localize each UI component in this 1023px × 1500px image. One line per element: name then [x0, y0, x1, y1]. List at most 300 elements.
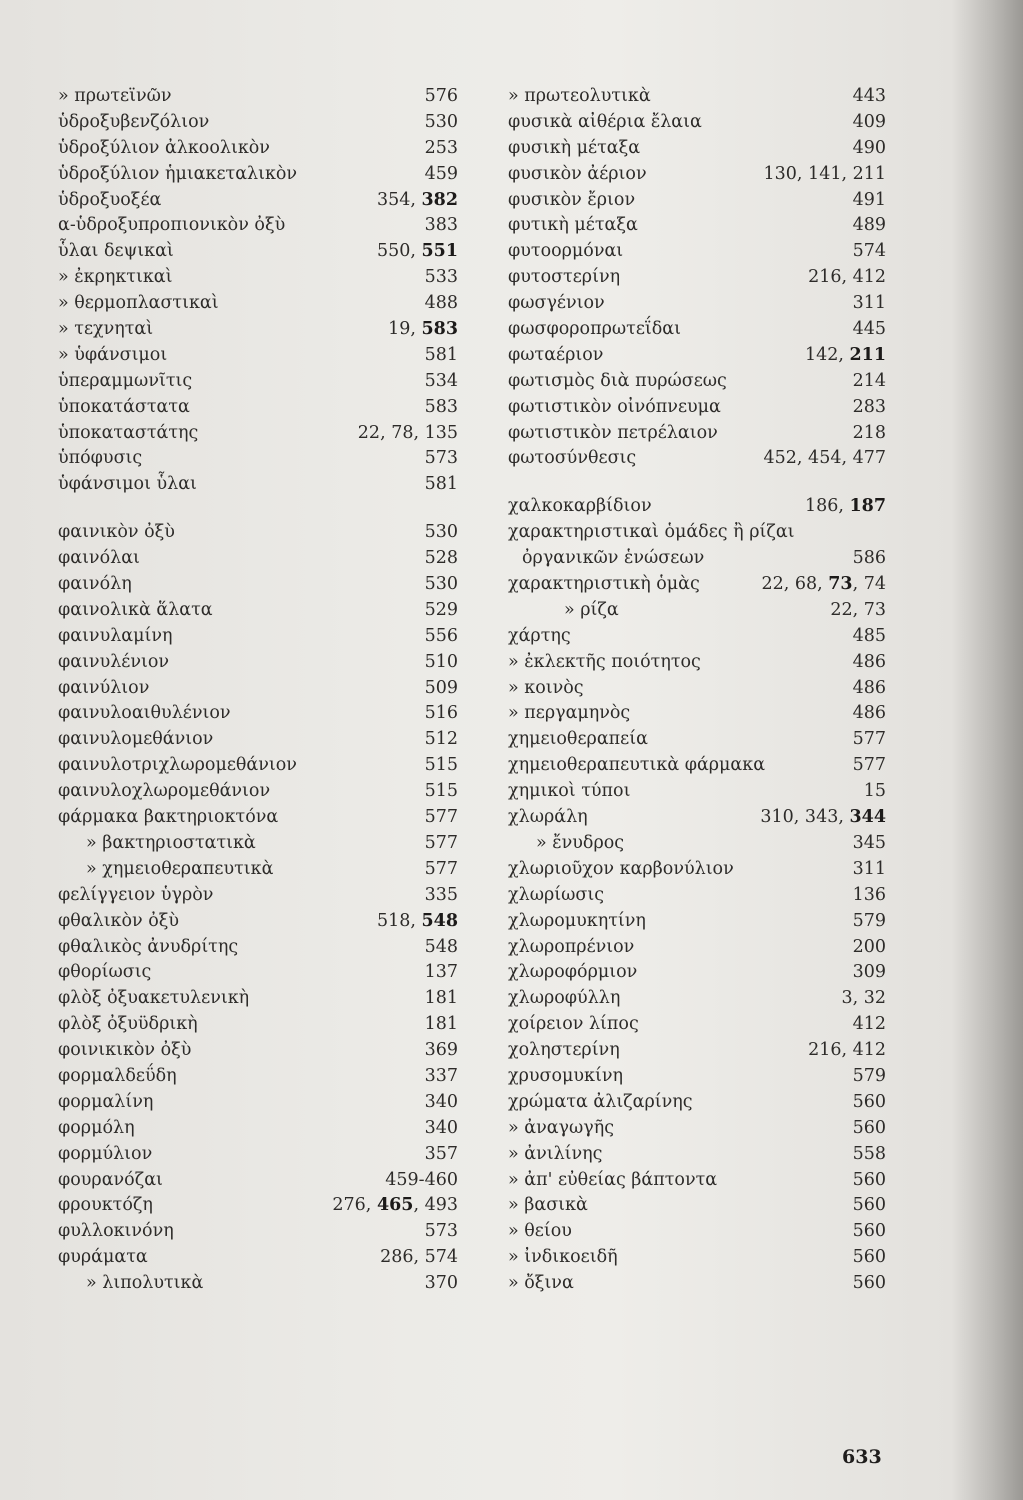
index-entry — [508, 779, 886, 805]
index-column-left — [58, 84, 458, 1297]
index-entry — [508, 343, 886, 369]
index-entry — [508, 213, 886, 239]
index-entry — [508, 909, 886, 935]
index-term: φορμόλη — [58, 1117, 135, 1138]
index-page-refs — [853, 727, 886, 753]
page-ref: 459-460 — [385, 1169, 458, 1190]
page-ref: 574 — [852, 241, 886, 262]
index-term: φαινυλαμίνη — [58, 625, 173, 646]
index-page-refs — [853, 291, 886, 317]
page-ref: 276, — [332, 1195, 377, 1216]
page-ref-bold: 465 — [376, 1195, 414, 1216]
index-entry — [58, 1168, 458, 1194]
index-page-refs — [853, 909, 886, 935]
index-entry — [58, 727, 458, 753]
index-term: φορμύλιον — [58, 1143, 153, 1164]
index-entry — [58, 110, 458, 136]
index-entry — [58, 369, 458, 395]
index-page-refs — [377, 239, 458, 265]
page-ref: 576 — [424, 86, 458, 106]
index-page-refs — [425, 291, 458, 317]
page-ref: 491 — [852, 189, 886, 210]
index-term: φυσικὴ μέταξα — [508, 137, 641, 158]
index-term: φάρμακα βακτηριοκτόνα — [58, 807, 279, 828]
index-page-refs — [425, 883, 458, 909]
page-ref: 515 — [424, 781, 458, 802]
index-term: ὑδροξύλιον ἡμιακεταλικὸν — [58, 163, 298, 184]
index-entry — [508, 1193, 886, 1219]
index-term: χαρακτηριστικαὶ ὁμάδες ἢ ρίζαι — [508, 522, 795, 543]
index-page-refs — [425, 986, 458, 1012]
index-page-refs — [425, 1064, 458, 1090]
index-term: χρυσομυκίνη — [508, 1065, 623, 1086]
index-page-refs — [425, 1219, 458, 1245]
index-page-refs — [425, 213, 458, 239]
index-entry — [508, 676, 886, 702]
index-page-refs — [761, 572, 886, 598]
index-page-refs — [425, 446, 458, 472]
index-entry — [58, 84, 458, 110]
index-term: φαινυλοχλωρομεθάνιον — [58, 781, 271, 802]
index-term: φορμαλδεΰδη — [58, 1065, 177, 1086]
index-entry — [508, 883, 886, 909]
index-entry — [58, 395, 458, 421]
page-ref: 488 — [424, 293, 458, 314]
page-ref: 577 — [852, 729, 886, 750]
index-entry — [508, 805, 886, 831]
index-page-refs — [864, 779, 886, 805]
index-term: χλωρίωσις — [508, 884, 604, 905]
index-term: χημειοθεραπεία — [508, 729, 648, 750]
index-entry — [58, 162, 458, 188]
index-term: φοινικικὸν ὀξὺ — [58, 1040, 192, 1061]
page-ref: 311 — [852, 293, 886, 314]
index-page-refs — [425, 343, 458, 369]
index-term: » χημειοθεραπευτικὰ — [86, 858, 274, 879]
index-term: φαινολικὰ ἅλατα — [58, 599, 213, 620]
page-ref: 560 — [852, 1117, 886, 1138]
index-entry — [508, 572, 886, 598]
index-entry — [58, 598, 458, 624]
index-entry — [508, 701, 886, 727]
index-entry — [58, 1219, 458, 1245]
index-term: » πρωτεϊνῶν — [58, 86, 172, 106]
page-ref: 443 — [852, 86, 886, 106]
page-ref: 583 — [424, 396, 458, 417]
index-term: φωσγένιον — [508, 293, 605, 314]
page-ref: 452, 454, 477 — [763, 448, 886, 469]
page-ref: 581 — [424, 474, 458, 495]
page-ref: 534 — [424, 370, 458, 391]
index-page-refs — [853, 369, 886, 395]
page-ref: 357 — [424, 1143, 458, 1164]
index-entry — [58, 960, 458, 986]
index-page-refs — [425, 1271, 458, 1297]
index-page-refs — [853, 1245, 886, 1271]
index-term: ὑφάνσιμοι ὗλαι — [58, 474, 197, 495]
page-ref: 181 — [424, 1014, 458, 1035]
index-entry — [58, 676, 458, 702]
page-ref: 130, 141, 211 — [763, 163, 886, 184]
index-page-refs — [388, 317, 458, 343]
index-term: ὑπόφυσις — [58, 448, 143, 469]
index-page-refs — [764, 446, 886, 472]
index-entry — [508, 494, 886, 520]
page-ref: 459 — [424, 163, 458, 184]
index-term: χλωριοῦχον καρβονύλιον — [508, 858, 734, 879]
index-term: χάρτης — [508, 625, 571, 646]
index-entry — [508, 1168, 886, 1194]
index-entry — [508, 1219, 886, 1245]
page-ref: 283 — [852, 396, 886, 417]
index-page-refs — [853, 546, 886, 572]
page-ref: 560 — [852, 1195, 886, 1216]
page-ref: 530 — [424, 111, 458, 132]
index-page-refs — [853, 188, 886, 214]
index-term: » ἐκρηκτικαὶ — [58, 267, 173, 288]
index-entry — [508, 188, 886, 214]
page-ref: 550, — [376, 241, 422, 262]
index-term: φελίγγειον ὑγρὸν — [58, 884, 214, 905]
index-page-refs — [830, 598, 886, 624]
index-page-refs — [425, 935, 458, 961]
index-term: χημικοὶ τύποι — [508, 781, 631, 802]
page-ref: 218 — [852, 422, 886, 443]
index-term: ὑδροξυοξέα — [58, 189, 162, 210]
page-ref: 518, — [376, 910, 422, 931]
index-entry — [508, 520, 886, 546]
index-page-refs — [425, 701, 458, 727]
index-entry — [508, 857, 886, 883]
index-term: φυτοστερίνη — [508, 267, 621, 288]
index-page-refs — [377, 188, 458, 214]
page-ref: 489 — [852, 215, 886, 236]
page-number: 633 — [842, 1446, 882, 1468]
index-term: φωτιστικὸν πετρέλαιον — [508, 422, 718, 443]
index-term: » τεχνηταὶ — [58, 319, 154, 340]
index-term: φωτισμὸς διὰ πυρώσεως — [508, 370, 727, 391]
index-term: χλωρομυκητίνη — [508, 910, 646, 931]
index-entry — [58, 650, 458, 676]
index-entry — [58, 291, 458, 317]
index-term: χρώματα ἀλιζαρίνης — [508, 1091, 693, 1112]
index-page-refs — [425, 805, 458, 831]
index-page-refs — [425, 395, 458, 421]
page-ref-bold: 382 — [421, 189, 458, 210]
page-ref: 311 — [852, 858, 886, 879]
index-entry — [58, 1116, 458, 1142]
index-page-refs — [380, 1245, 458, 1271]
index-entry — [508, 1012, 886, 1038]
index-term: φωτιστικὸν οἰνόπνευμα — [508, 396, 721, 417]
page-ref: 409 — [852, 111, 886, 132]
index-page-refs — [425, 110, 458, 136]
index-page-refs — [332, 1193, 458, 1219]
index-page-refs — [425, 1142, 458, 1168]
index-page-refs — [853, 676, 886, 702]
page-ref: 354, — [376, 189, 422, 210]
page-ref: 512 — [424, 729, 458, 750]
index-entry — [58, 986, 458, 1012]
page-ref: 548 — [424, 936, 458, 957]
page-ref: 15 — [863, 781, 886, 802]
index-page-refs — [425, 650, 458, 676]
index-page-refs — [425, 857, 458, 883]
index-term: φθαλικὸν ὀξὺ — [58, 910, 180, 931]
page-ref: 577 — [424, 858, 458, 879]
index-entry — [508, 986, 886, 1012]
index-term: » ἔνυδρος — [536, 832, 625, 853]
page-ref: 337 — [424, 1065, 458, 1086]
page-ref: 530 — [424, 522, 458, 543]
index-term: φθορίωσις — [58, 962, 152, 983]
index-term: χημειοθεραπευτικὰ φάρμακα — [508, 755, 766, 776]
page-ref: 345 — [852, 832, 886, 853]
index-term: φυτικὴ μέταξα — [508, 215, 638, 236]
page-ref: 19, — [388, 319, 422, 340]
page-ref-bold: 583 — [421, 319, 458, 340]
index-page-refs — [853, 650, 886, 676]
index-entry — [508, 1090, 886, 1116]
index-term: » ἀναγωγῆς — [508, 1117, 615, 1138]
index-term: χλωροπρένιον — [508, 936, 635, 957]
index-page-refs — [805, 343, 886, 369]
index-term: α-ὑδροξυπροπιονικὸν ὀξὺ — [58, 215, 286, 236]
page-ref: 216, 412 — [808, 267, 886, 288]
index-entry — [508, 831, 886, 857]
index-term: φυτοορμόναι — [508, 241, 624, 262]
index-entry — [58, 857, 458, 883]
page-ref: 200 — [852, 936, 886, 957]
index-entry — [508, 650, 886, 676]
index-page-refs — [425, 676, 458, 702]
page-ref: 581 — [424, 344, 458, 365]
index-entry — [58, 265, 458, 291]
index-entry — [58, 188, 458, 214]
page-ref: 573 — [424, 1221, 458, 1242]
page-ref: 560 — [852, 1273, 886, 1294]
index-page-refs — [358, 421, 458, 447]
index-page-refs — [853, 1064, 886, 1090]
index-page-refs — [425, 831, 458, 857]
index-page-refs — [853, 1116, 886, 1142]
index-entry — [58, 1064, 458, 1090]
index-term: φωταέριον — [508, 344, 604, 365]
index-term: » βασικὰ — [508, 1195, 588, 1216]
page-ref: 529 — [424, 599, 458, 620]
index-entry — [58, 421, 458, 447]
index-page-refs — [853, 960, 886, 986]
index-term: » ἐκλεκτῆς ποιότητος — [508, 651, 701, 672]
page-ref: 486 — [852, 651, 886, 672]
index-term: φαινόλαι — [58, 548, 140, 569]
page-ref: 490 — [852, 137, 886, 158]
index-term: φυσικὸν ἔριον — [508, 189, 636, 210]
index-term: » ἀνιλίνης — [508, 1143, 603, 1164]
index-page-refs — [853, 624, 886, 650]
index-entry — [508, 317, 886, 343]
index-entry — [58, 1012, 458, 1038]
page-ref: 340 — [424, 1117, 458, 1138]
page-ref: 486 — [852, 703, 886, 724]
index-entry — [508, 369, 886, 395]
index-term: ὑποκατάστατα — [58, 396, 190, 417]
index-term: φυράματα — [58, 1247, 148, 1268]
index-term: ὑδροξύλιον ἀλκοολικὸν — [58, 137, 270, 158]
page-ref: 412 — [852, 1014, 886, 1035]
index-entry — [508, 935, 886, 961]
page-ref: 340 — [424, 1091, 458, 1112]
page-ref: 533 — [424, 267, 458, 288]
index-term: » λιπολυτικὰ — [86, 1273, 204, 1294]
index-entry — [58, 805, 458, 831]
index-page-refs — [853, 1142, 886, 1168]
page-ref: 577 — [852, 755, 886, 776]
index-page-refs — [425, 624, 458, 650]
index-entry — [58, 546, 458, 572]
page-ref: 560 — [852, 1091, 886, 1112]
index-entry — [508, 239, 886, 265]
index-entry — [508, 1116, 886, 1142]
index-entry — [58, 239, 458, 265]
page-ref: 216, 412 — [808, 1040, 886, 1061]
index-page-refs — [853, 213, 886, 239]
index-term: ὑδροξυβενζόλιον — [58, 111, 210, 132]
page-ref: 136 — [852, 884, 886, 905]
index-term: » ἀπ' εὐθείας βάπτοντα — [508, 1169, 718, 1190]
index-entry — [58, 213, 458, 239]
page-ref: 558 — [852, 1143, 886, 1164]
index-term: χοληστερίνη — [508, 1040, 620, 1061]
page-ref: 577 — [424, 832, 458, 853]
page-ref: 214 — [852, 370, 886, 391]
page-ref: 577 — [424, 807, 458, 828]
index-term: ὑποκαταστάτης — [58, 422, 199, 443]
index-entry — [58, 136, 458, 162]
index-term: χλωράλη — [508, 807, 588, 828]
index-term: » κοινὸς — [508, 677, 584, 698]
page-ref: 253 — [424, 137, 458, 158]
index-page-refs — [853, 1271, 886, 1297]
index-page-refs — [385, 1168, 458, 1194]
index-page-refs — [425, 598, 458, 624]
page-ref: 579 — [852, 1065, 886, 1086]
page-ref: 509 — [424, 677, 458, 698]
index-page-refs — [377, 909, 458, 935]
index-term: χαλκοκαρβίδιον — [508, 496, 652, 517]
index-term: φαινυλένιον — [58, 651, 170, 672]
index-entry — [508, 291, 886, 317]
index-page-refs — [425, 572, 458, 598]
index-entry — [508, 421, 886, 447]
index-entry — [508, 136, 886, 162]
index-page-refs — [425, 960, 458, 986]
index-entry — [58, 446, 458, 472]
index-entry — [58, 909, 458, 935]
index-term: » περγαμηνὸς — [508, 703, 631, 724]
index-page-refs — [853, 239, 886, 265]
index-term: » θείου — [508, 1221, 572, 1242]
index-entry — [508, 546, 886, 572]
page-ref: 530 — [424, 574, 458, 595]
page-ref-bold: 548 — [421, 910, 458, 931]
index-term: ὑπεραμμωνῖτις — [58, 370, 193, 391]
index-page-refs — [853, 831, 886, 857]
index-term: φυσικὰ αἰθέρια ἔλαια — [508, 111, 702, 132]
index-entry — [58, 779, 458, 805]
page-ref-bold: 187 — [849, 496, 886, 517]
page-ref: 510 — [424, 651, 458, 672]
index-page-refs — [853, 136, 886, 162]
page-ref: 485 — [852, 625, 886, 646]
index-term: ὗλαι δεψικαὶ — [58, 241, 174, 262]
index-page-refs — [760, 805, 886, 831]
index-term: φουρανόζαι — [58, 1169, 163, 1190]
page-ref: 573 — [424, 448, 458, 469]
index-page-refs — [425, 727, 458, 753]
index-page-refs — [853, 1219, 886, 1245]
index-entry — [58, 317, 458, 343]
index-entry — [508, 1038, 886, 1064]
index-page-refs — [853, 395, 886, 421]
index-entry — [508, 1245, 886, 1271]
index-page-refs — [853, 317, 886, 343]
index-entry — [58, 1090, 458, 1116]
index-page-refs — [853, 1012, 886, 1038]
index-term: φλὸξ ὀξυακετυλενικὴ — [58, 988, 250, 1009]
index-term: » ὄξινα — [508, 1273, 574, 1294]
index-page-refs — [425, 1090, 458, 1116]
index-term: » θερμοπλαστικαὶ — [58, 293, 219, 314]
index-entry — [58, 1245, 458, 1271]
index-term: φαινυλοτριχλωρομεθάνιον — [58, 755, 297, 776]
index-term: φορμαλίνη — [58, 1091, 154, 1112]
page-ref: 370 — [424, 1273, 458, 1294]
index-entry — [508, 110, 886, 136]
index-term: χλωροφύλλη — [508, 988, 621, 1009]
index-page-refs — [425, 546, 458, 572]
index-page-refs — [841, 986, 886, 1012]
index-entry — [508, 265, 886, 291]
index-term: » βακτηριοστατικὰ — [86, 832, 256, 853]
index-entry — [508, 624, 886, 650]
index-page-refs — [425, 1116, 458, 1142]
page-ref: , 493 — [413, 1195, 458, 1216]
index-entry — [58, 572, 458, 598]
page-ref: 515 — [424, 755, 458, 776]
index-page-refs — [425, 1012, 458, 1038]
index-entry — [58, 624, 458, 650]
index-page-refs — [853, 753, 886, 779]
index-entry — [508, 960, 886, 986]
index-term: φωτοσύνθεσις — [508, 448, 637, 469]
page-ref: 560 — [852, 1247, 886, 1268]
page-ref: 486 — [852, 677, 886, 698]
index-page-refs — [853, 84, 886, 110]
index-page-refs — [853, 110, 886, 136]
index-entry — [508, 395, 886, 421]
index-entry — [508, 1271, 886, 1297]
page-ref: 516 — [424, 703, 458, 724]
index-entry — [58, 1193, 458, 1219]
page-ref: 186, — [804, 496, 850, 517]
page-ref: 22, 73 — [830, 599, 886, 620]
page-ref: , 74 — [852, 574, 886, 595]
index-page-refs — [853, 935, 886, 961]
index-entry — [508, 162, 886, 188]
index-term: » ἰνδικοειδῆ — [508, 1247, 618, 1268]
index-entry — [508, 753, 886, 779]
